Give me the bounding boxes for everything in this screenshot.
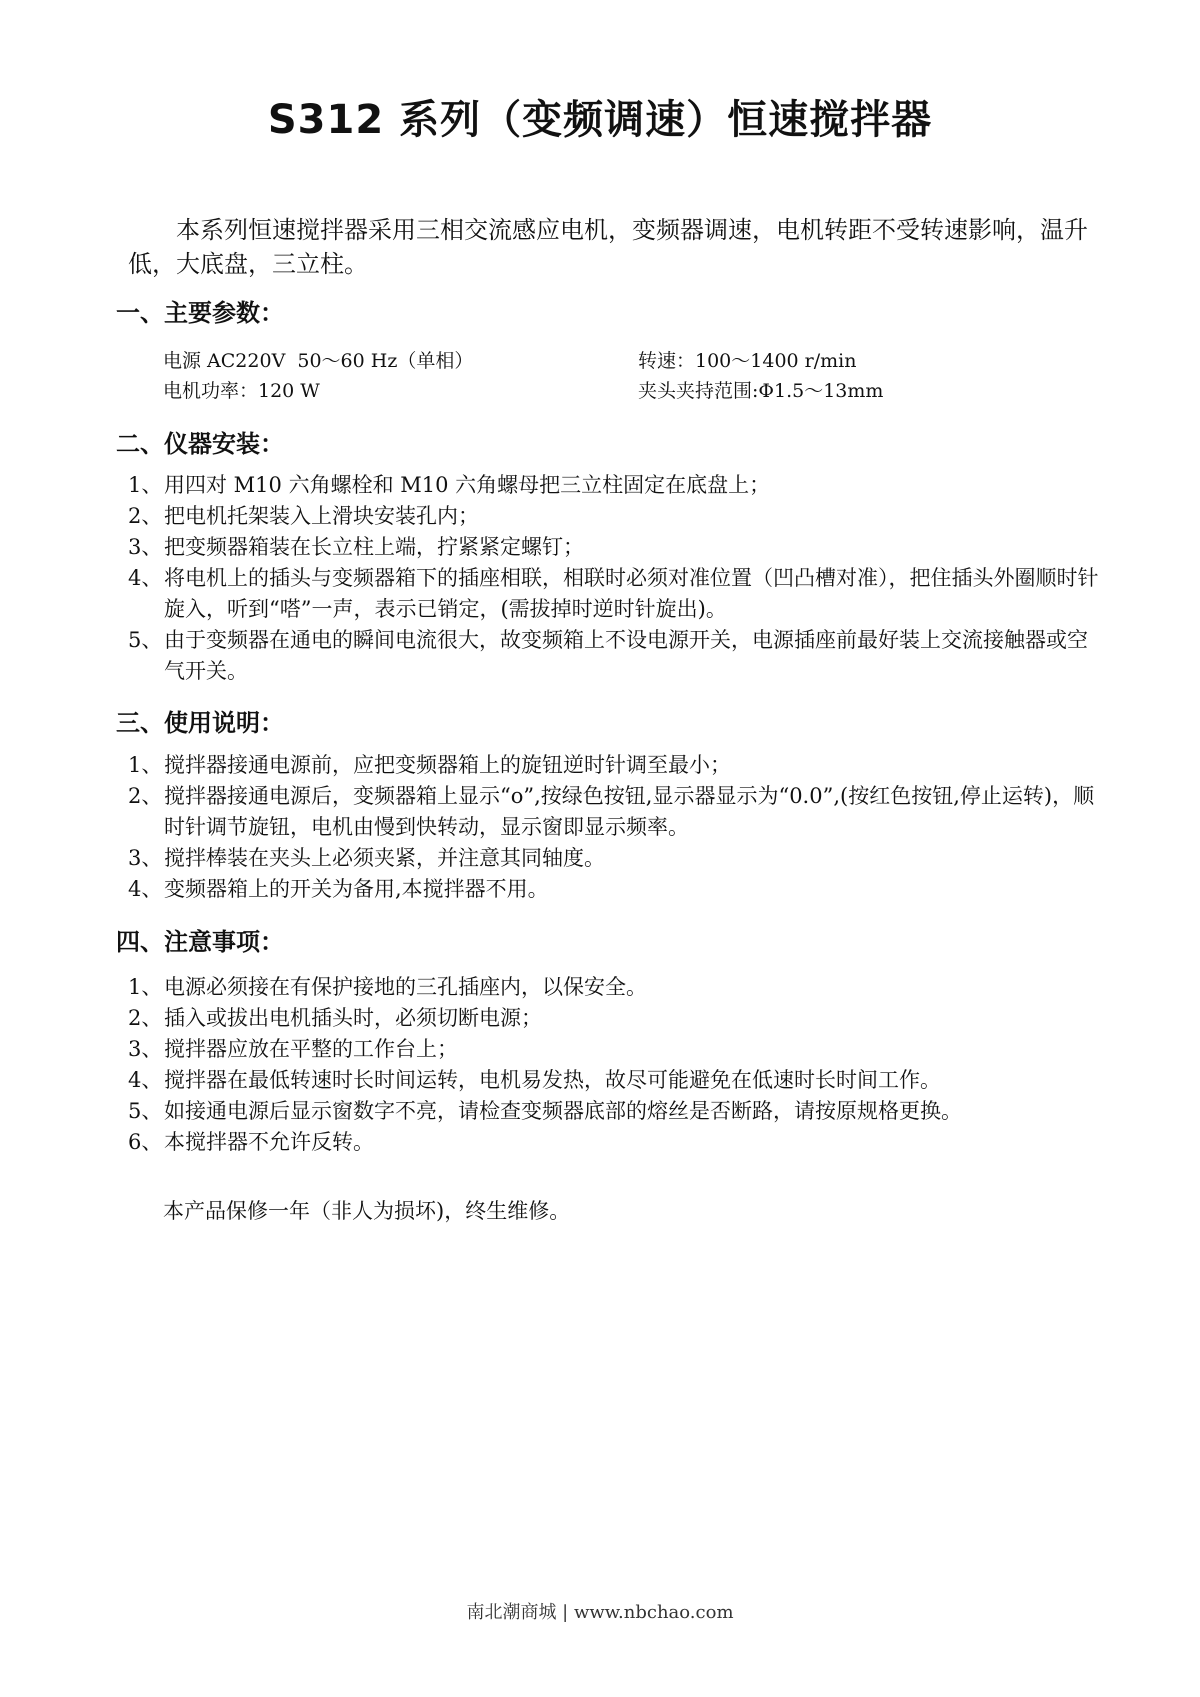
item-number: 3、	[128, 1037, 163, 1061]
item-number: 4、	[128, 1068, 163, 1092]
list-item	[128, 972, 1103, 1003]
item-text: 搅拌器在最低转速时长时间运转，电机易发热，故尽可能避免在低速时长时间工作。	[164, 1068, 941, 1092]
section-heading-install: 二、仪器安装：	[116, 430, 284, 458]
item-number: 2、	[128, 784, 163, 808]
item-text: 搅拌棒装在夹头上必须夹紧，并注意其同轴度。	[164, 846, 605, 870]
list-item	[128, 1034, 1103, 1065]
section-heading-notes: 四、注意事项：	[116, 928, 284, 956]
param-power: 电源 AC220V 50～60 Hz（单相）	[163, 350, 474, 372]
item-text: 搅拌器接通电源后，变频器箱上显示“o”,按绿色按钮,显示器显示为“0.0”,(按红色按钮,停止运转)，顺时针调节旋钮，电机由慢到快转动，显示窗即显示频率。	[164, 784, 1095, 839]
list-item	[128, 843, 1103, 874]
item-text: 插入或拔出电机插头时，必须切断电源；	[164, 1006, 542, 1030]
item-text: 把变频器箱装在长立柱上端，拧紧紧定螺钉；	[164, 535, 584, 559]
item-number: 1、	[128, 753, 163, 777]
page-footer: 南北潮商城 | www.nbchao.com	[466, 1602, 734, 1623]
item-text: 本搅拌器不允许反转。	[164, 1130, 374, 1154]
item-text: 搅拌器应放在平整的工作台上；	[164, 1037, 458, 1061]
list-item	[128, 781, 1103, 843]
item-text: 如接通电源后显示窗数字不亮，请检查变频器底部的熔丝是否断路，请按原规格更换。	[164, 1099, 962, 1123]
param-chuck: 夹头夹持范围:Φ1.5～13mm	[638, 380, 884, 402]
list-item	[128, 625, 1103, 687]
notes-list	[128, 972, 1103, 1158]
item-number: 1、	[128, 975, 163, 999]
warranty-note: 本产品保修一年（非人为损坏)，终生维修。	[163, 1199, 571, 1223]
item-text: 变频器箱上的开关为备用,本搅拌器不用。	[164, 877, 549, 901]
list-item	[128, 750, 1103, 781]
item-number: 1、	[128, 473, 163, 497]
item-text: 电源必须接在有保护接地的三孔插座内，以保安全。	[164, 975, 647, 999]
item-number: 5、	[128, 1099, 163, 1123]
list-item	[128, 470, 1103, 501]
item-number: 6、	[128, 1130, 163, 1154]
item-number: 3、	[128, 535, 163, 559]
param-motor: 电机功率：120 W	[163, 380, 320, 402]
usage-list	[128, 750, 1103, 905]
list-item	[128, 532, 1103, 563]
list-item	[128, 1065, 1103, 1096]
page-title: S312 系列（变频调速）恒速搅拌器	[267, 97, 933, 143]
item-number: 5、	[128, 628, 163, 652]
install-list	[128, 470, 1103, 687]
section-heading-params: 一、主要参数：	[116, 299, 284, 327]
item-number: 3、	[128, 846, 163, 870]
item-number: 2、	[128, 1006, 163, 1030]
list-item	[128, 563, 1103, 625]
param-speed: 转速：100～1400 r/min	[638, 350, 857, 372]
item-number: 4、	[128, 566, 163, 590]
item-text: 搅拌器接通电源前，应把变频器箱上的旋钮逆时针调至最小；	[164, 753, 731, 777]
list-item	[128, 1096, 1103, 1127]
item-text: 由于变频器在通电的瞬间电流很大，故变频箱上不设电源开关，电源插座前最好装上交流接触器或空气开关。	[164, 628, 1088, 683]
list-item	[128, 1127, 1103, 1158]
list-item	[128, 1003, 1103, 1034]
list-item	[128, 874, 1103, 905]
item-number: 4、	[128, 877, 163, 901]
item-text: 把电机托架装入上滑块安装孔内；	[164, 504, 479, 528]
list-item	[128, 501, 1103, 532]
section-heading-usage: 三、使用说明：	[116, 709, 284, 737]
intro-paragraph: 本系列恒速搅拌器采用三相交流感应电机，变频器调速，电机转距不受转速影响，温升低，大底盘，三立柱。	[128, 216, 1088, 278]
item-number: 2、	[128, 504, 163, 528]
item-text: 将电机上的插头与变频器箱下的插座相联，相联时必须对准位置（凹凸槽对准），把住插头外圈顺时针旋入，听到“嗒”一声，表示已销定，(需拔掉时逆时针旋出)。	[164, 566, 1099, 621]
item-text: 用四对 M10 六角螺栓和 M10 六角螺母把三立柱固定在底盘上；	[164, 473, 771, 497]
